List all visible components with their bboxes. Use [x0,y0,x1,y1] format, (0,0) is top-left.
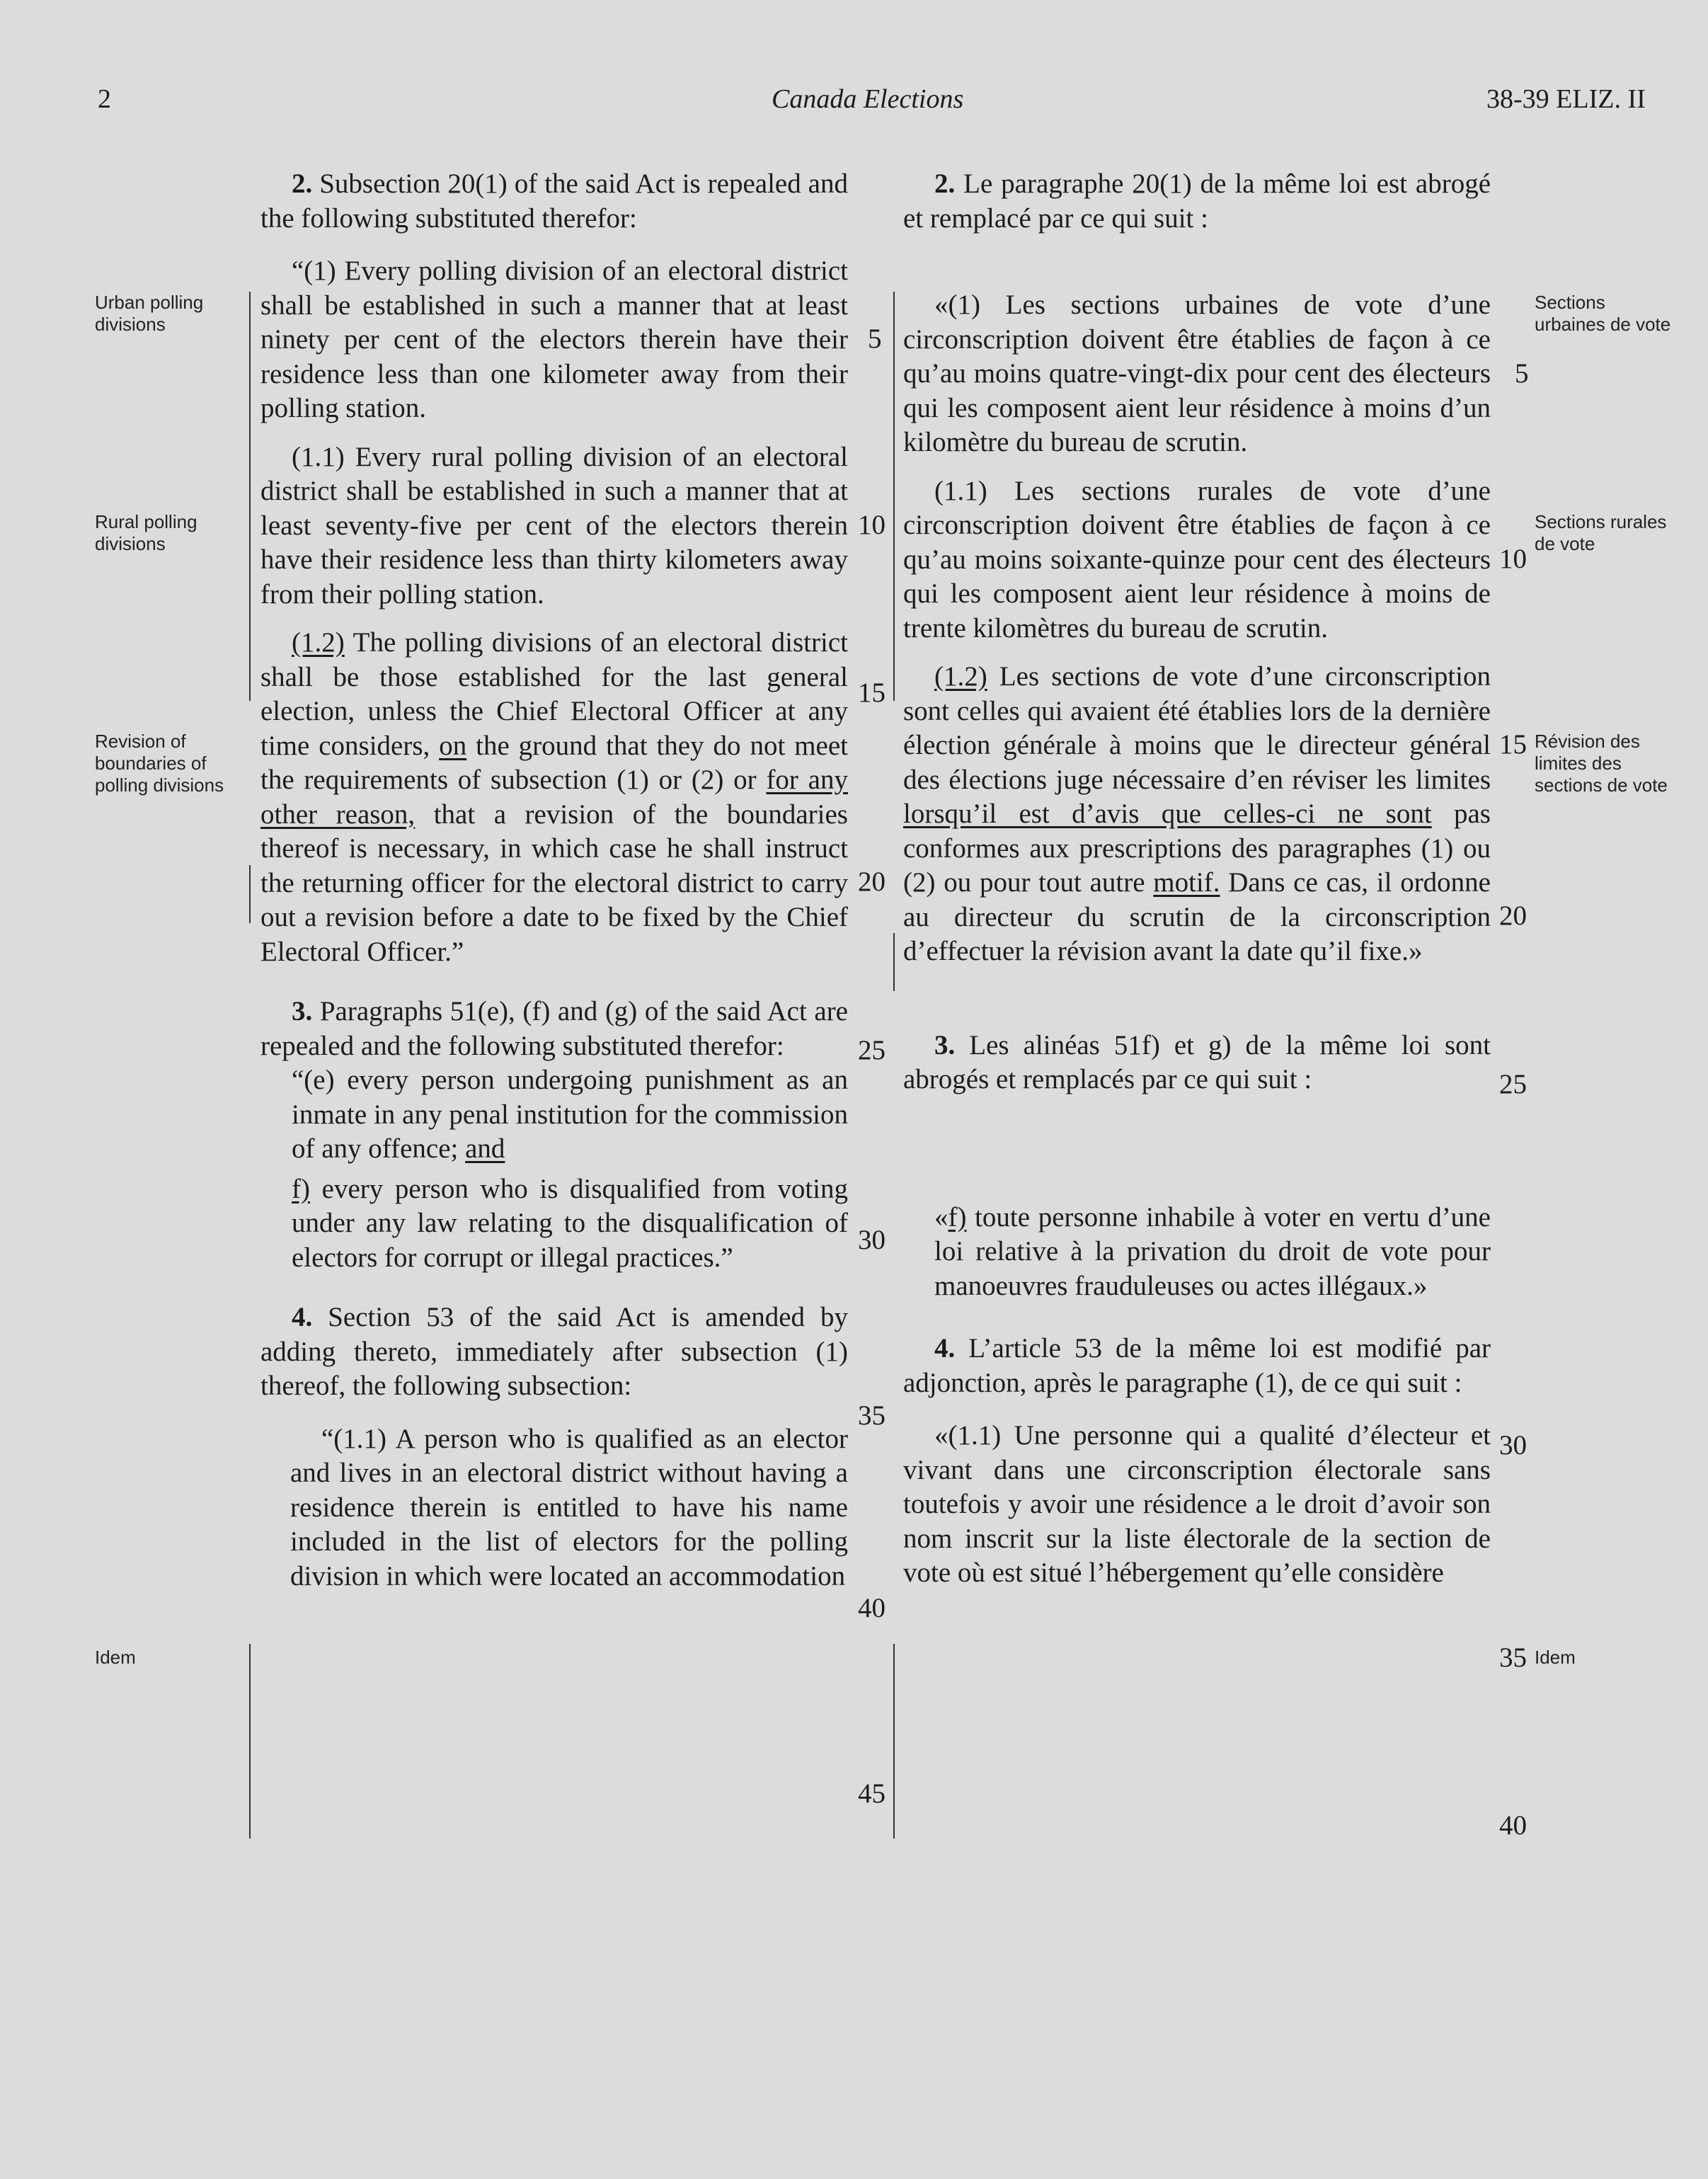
fr-1-2-text-a: Les sections de vote d’une circonscription sont celles qui avaient été établies lors de la dernière élection générale à moins que le directeur général des élections juge nécessaire d’en réviser les limites [903,661,1491,795]
fr-section-3-text: Les alinéas 51f) et g) de la même loi sont abrogés et remplacés par ce qui suit : [903,1029,1491,1094]
en-1-2-text-b: the ground that they do not meet the requirements of subsection (1) or (2) or [260,730,848,795]
en-line-number-30: 30 [858,1225,885,1255]
en-51e-text: “(e) every person undergoing punishment as an inmate in any penal institution for the commission of any offence; [292,1065,848,1164]
fr-51f-label: f) [948,1201,967,1233]
en-section-3-text: Paragraphs 51(e), (f) and (g) of the said Act are repealed and the following substituted therefor: [260,996,848,1061]
en-subsection-53-1-1: “(1.1) A person who is qualified as an elector and lives in an electoral district without having a residence therein is entitled to have his name included in the list of electors for the polling division in which were located an accommodation [290,1423,848,1591]
en-revision-bar-3 [249,1644,251,1838]
en-section-2-text: Subsection 20(1) of the said Act is repealed and the following substituted therefor: [260,168,848,234]
fr-revision-bar-2 [893,933,895,991]
en-revision-bar-2 [249,865,251,923]
fr-subsection-20-1-1: (1.1) Les sections rurales de vote d’une circonscription doivent être établies de façon à ce qu’au moins soixante-quinze pour cent des électeurs qui les composent aient leur résidence à moins de trente kilomètres du bureau de scrutin. [903,475,1491,644]
en-line-number-20: 20 [858,867,885,897]
fr-line-number-20: 20 [1499,900,1527,931]
fr-section-2-text: Le paragraphe 20(1) de la même loi est abrogé et remplacé par ce qui suit : [903,168,1491,234]
en-51f-label: f) [292,1173,310,1204]
en-1-2-number: (1.2) [292,627,345,658]
en-section-2-intro [260,167,848,236]
en-subsection-20-1-2 [260,626,848,969]
en-1-2-text-a: The polling divisions of an electoral district shall be those established for the last general election, unless the Chief Electoral Officer at any time considers, [260,627,848,761]
margin-note-rural-polling-divisions: Rural polling divisions [95,511,197,554]
running-title: Canada Elections [772,84,964,114]
en-line-number-25: 25 [858,1035,885,1065]
margin-note-idem-en: Idem [95,1647,136,1668]
en-1-2-underline-on: on [439,730,467,761]
margin-note-revision-of-boundaries: Revision of boundaries of polling divisions [95,731,224,796]
en-51f-text: every person who is disqualified from voting under any law relating to the disqualification of electors for corrupt or illegal practices.” [292,1173,848,1273]
fr-subsection-53-1-1: «(1.1) Une personne qui a qualité d’électeur et vivant dans une circonscription électorale sans toutefois y avoir une résidence a le droit d’avoir son nom inscrit sur la liste électorale de la section de vote où est situé l’hébergement qu’elle considère [903,1420,1491,1588]
en-line-number-5: 5 [868,324,882,354]
fr-line-number-5: 5 [1515,358,1529,389]
en-revision-bar-1 [249,292,251,701]
fr-line-number-15: 15 [1499,729,1527,760]
fr-revision-bar-3 [893,1644,895,1838]
fr-51f-open-quote: « [934,1201,948,1233]
en-line-number-40: 40 [858,1593,885,1623]
fr-line-number-10: 10 [1499,544,1527,574]
fr-line-number-40: 40 [1499,1810,1527,1841]
en-subsection-20-1: “(1) Every polling division of an electoral district shall be established in such a manner that at least ninety per cent of the electors therein have their residence less than one kilometer away from their polling station. [260,256,848,423]
margin-note-sections-rurales: Sections rurales de vote [1535,511,1667,554]
margin-note-sections-urbaines: Sections urbaines de vote [1535,292,1671,335]
fr-section-4-text: L’article 53 de la même loi est modifié par adjonction, après le paragraphe (1), de ce qui suit : [903,1333,1491,1398]
en-51e-underline-and: and [465,1133,505,1164]
fr-51f-text: toute personne inhabile à voter en vertu d’une loi relative à la privation du droit de vote pour manoeuvres frauduleuses ou actes illégaux.» [934,1201,1491,1301]
fr-subsection-20-1-2 [903,660,1491,969]
fr-paragraph-51-f [934,1201,1491,1304]
margin-note-urban-polling-divisions: Urban polling divisions [95,292,204,335]
en-section-4-intro [260,1300,848,1404]
fr-section-2-number: 2. [934,168,956,199]
en-line-number-45: 45 [858,1778,885,1809]
en-section-3-number: 3. [292,996,313,1026]
en-section-2-number: 2. [292,168,313,199]
en-line-number-15: 15 [858,677,885,708]
fr-line-number-25: 25 [1499,1069,1527,1099]
fr-section-2-intro [903,167,1491,236]
fr-subsection-20-1: «(1) Les sections urbaines de vote d’une circonscription doivent être établies de façon à ce qu’au moins quatre-vingt-dix pour cent des électeurs qui les composent aient leur résidence à moins d’un kilomètre du bureau de scrutin. [903,290,1491,457]
fr-1-2-number: (1.2) [934,661,987,692]
fr-section-4-intro [903,1332,1491,1400]
fr-revision-bar-1 [893,292,895,701]
fr-1-2-text-b: pas conformes aux prescriptions des paragraphes (1) ou (2) ou pour tout autre [903,799,1491,898]
fr-1-2-underline-avis: lorsqu’il est d’avis que celles-ci ne sont [903,799,1432,829]
english-column [260,167,848,1594]
french-column [903,167,1491,1591]
en-paragraph-51-f [292,1172,848,1276]
fr-section-3-intro [903,1029,1491,1097]
fr-1-2-underline-motif: motif. [1153,867,1220,898]
fr-line-number-30: 30 [1499,1430,1527,1460]
regnal-year: 38-39 ELIZ. II [1486,84,1646,114]
page-number: 2 [98,84,111,114]
en-section-4-number: 4. [292,1302,313,1332]
en-line-number-10: 10 [858,510,885,540]
en-section-3-intro [260,995,848,1063]
margin-note-idem-fr: Idem [1535,1647,1576,1668]
en-section-4-text: Section 53 of the said Act is amended by adding thereto, immediately after subsection (1) thereof, the following subsection: [260,1302,848,1401]
en-1-2-underline-reason: for any other reason, [260,765,848,830]
margin-note-revision-des-limites: Révision des limites des sections de vote [1535,731,1668,796]
en-line-number-35: 35 [858,1400,885,1431]
en-paragraph-51-e [292,1063,848,1167]
fr-section-4-number: 4. [934,1333,956,1363]
fr-section-3-number: 3. [934,1029,956,1060]
fr-1-2-text-c: Dans ce cas, il ordonne au directeur du scrutin de la circonscription d’effectuer la révision avant la date qu’il fixe.» [903,867,1491,966]
en-subsection-20-1-1: (1.1) Every rural polling division of an electoral district shall be established in such a manner that at least seventy-five per cent of the electors therein have their residence less than thirty kilometers away from their polling station. [260,441,848,610]
fr-line-number-35: 35 [1499,1642,1527,1673]
en-1-2-text-c: that a revision of the boundaries thereof is necessary, in which case he shall instruct the returning officer for the electoral district to carry out a revision before a date to be fixed by the Chief Electoral Officer.” [260,799,848,967]
